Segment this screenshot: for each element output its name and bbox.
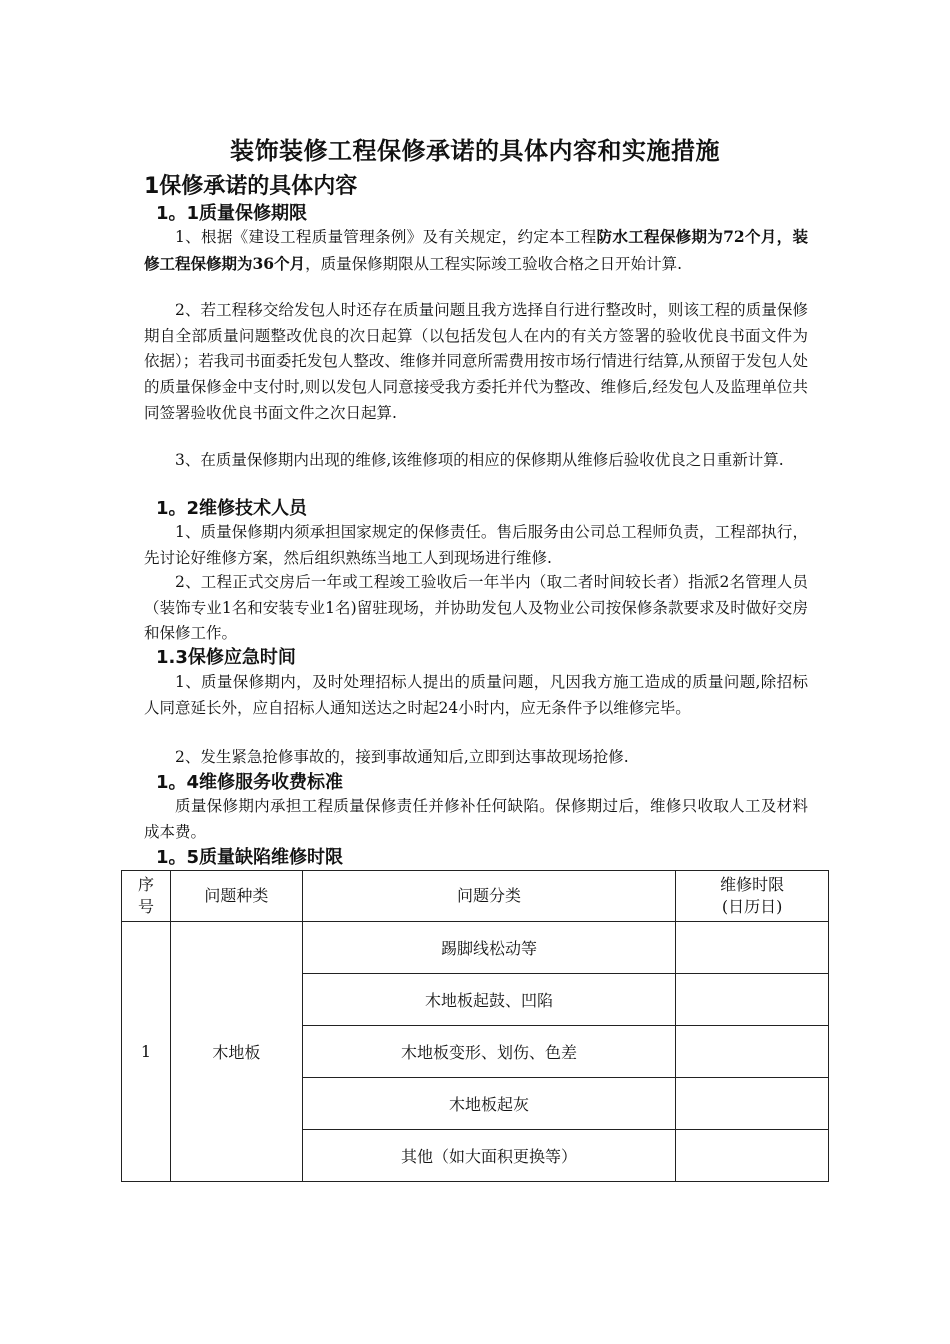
document-title: 装饰装修工程保修承诺的具体内容和实施措施: [230, 137, 720, 165]
section-heading-1-2: 1。2维修技术人员: [156, 498, 308, 519]
cell-limit: [676, 974, 829, 1026]
cell-category: 踢脚线松动等: [302, 922, 675, 974]
section-heading-1-4: 1。4维修服务收费标准: [156, 772, 344, 793]
section-heading-1-5: 1。5质量缺陷维修时限: [156, 847, 344, 868]
paragraph-fees: 质量保修期内承担工程质量保修责任并修补任何缺陷。保修期过后，维修只收取人工及材料成本费。: [144, 797, 808, 841]
cell-limit: [676, 1026, 829, 1078]
table-row: [122, 922, 829, 974]
header-no-line2: 号: [137, 897, 154, 916]
header-limit-line2: (日历日): [721, 897, 783, 916]
section-heading-1-3: 1.3保修应急时间: [156, 647, 296, 668]
paragraph-bold-text: 防水工程保修期为72个月，装修工程保修期为36个月: [144, 227, 808, 273]
paragraph-technicians-1: 1、质量保修期内须承担国家规定的保修责任。售后服务由公司总工程师负责，工程部执行，先讨论好维修方案，然后组织熟练当地工人到现场进行维修.: [144, 523, 808, 567]
header-limit-line1: 维修时限: [720, 875, 785, 894]
paragraph-technicians-2: 2、工程正式交房后一年或工程竣工验收后一年半内（取二者时间较长者）指派2名管理人员（装饰专业1名和安装专业1名)留驻现场，并协助发包人及物业公司按保修条款要求及时做好交房和保修工作。: [144, 573, 808, 643]
cell-limit: [676, 922, 829, 974]
header-limit: [676, 871, 829, 922]
header-category: 问题分类: [302, 871, 675, 922]
paragraph-emergency-1: 1、质量保修期内，及时处理招标人提出的质量问题，凡因我方施工造成的质量问题,除招标人同意延长外，应自招标人通知送达之时起24小时内，应无条件予以维修完毕。: [144, 673, 808, 717]
header-no-line1: 序: [137, 875, 154, 894]
cell-category: 木地板起鼓、凹陷: [302, 974, 675, 1026]
paragraph-text: ，质量保修期限从工程实际竣工验收合格之日开始计算.: [305, 254, 683, 273]
cell-limit: [676, 1078, 829, 1130]
section-heading-1: 1保修承诺的具体内容: [144, 174, 358, 199]
paragraph-text: 1、根据《建设工程质量管理条例》及有关规定，约定本工程: [175, 228, 597, 246]
cell-group-no: 1: [122, 922, 171, 1182]
section-heading-1-1: 1。1质量保修期限: [156, 203, 308, 224]
table-header-row: [122, 871, 829, 922]
cell-category: 其他（如大面积更换等）: [302, 1130, 675, 1182]
cell-category: 木地板起灰: [302, 1078, 675, 1130]
header-type: 问题种类: [170, 871, 302, 922]
repair-time-table: [121, 870, 829, 1182]
cell-group-type: 木地板: [170, 922, 302, 1182]
cell-limit: [676, 1130, 829, 1182]
paragraph-emergency-2: 2、发生紧急抢修事故的，接到事故通知后,立即到达事故现场抢修.: [175, 748, 629, 766]
paragraph-warranty-period: [144, 224, 808, 277]
paragraph-warranty-start: 2、若工程移交给发包人时还存在质量问题且我方选择自行进行整改时，则该工程的质量保修期自全部质量问题整改优良的次日起算（以包括发包人在内的有关方签署的验收优良书面文件为依据）；若我司书面委托发包人整改、维修并同意所需费用按市场行情进行结算,从预留于发包人处的质量保修金中支付时,则以发包人同意接受我方委托并代为整改、维修后,经发包人及监理单位共同签署验收优良书面文件之次日起算.: [144, 301, 808, 422]
paragraph-warranty-restart: 3、在质量保修期内出现的维修,该维修项的相应的保修期从维修后验收优良之日重新计算.: [175, 451, 784, 469]
cell-category: 木地板变形、划伤、色差: [302, 1026, 675, 1078]
header-no: [122, 871, 171, 922]
